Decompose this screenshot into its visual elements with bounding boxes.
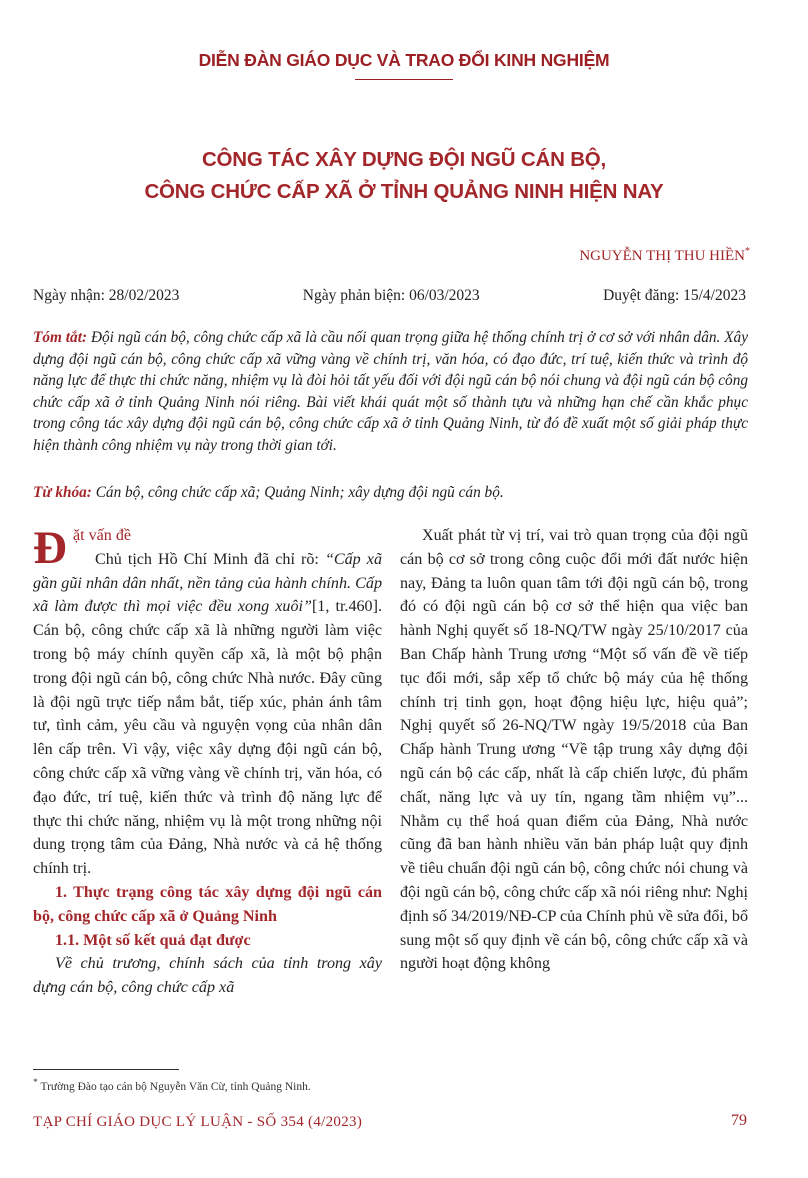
intro-section: [33, 524, 382, 881]
ho-chi-minh-quote: “Cấp xã gần gũi nhân dân nhất, nền tảng của hành chính. Cấp xã làm được thì mọi việc đều xong xuôi”: [33, 550, 382, 616]
author-name: [579, 246, 750, 265]
keywords-text: Cán bộ, công chức cấp xã; Quảng Ninh; xây dựng đội ngũ cán bộ.: [91, 484, 504, 501]
right-paragraph: Xuất phát từ vị trí, vai trò quan trọng của đội ngũ cán bộ cơ sở trong công cuộc đổi mới đất nước hiện nay, Đảng ta luôn quan tâm tới đội ngũ cán bộ, trong đó có đội ngũ cán bộ cơ sở thể hiện qua việc ban hành Nghị quyết số 18-NQ/TW ngày 25/10/2017 của Ban Chấp hành Trung ương “Một số vấn đề về tiếp tục đổi mới, sắp xếp tổ chức bộ máy của hệ thống chính trị tinh gọn, hoạt động hiệu lực, hiệu quả”; Nghị quyết số 26-NQ/TW ngày 19/5/2018 của Ban Chấp hành Trung ương “Về tập trung xây dựng đội ngũ cán bộ các cấp, nhất là cấp chiến lược, đủ phẩm chất, năng lực và uy tín, ngang tầm nhiệm vụ”... Nhằm cụ thể hoá quan điểm của Đảng, Nhà nước cũng đã ban hành nhiều văn bản pháp luật quy định về tiêu chuẩn đội ngũ cán bộ, công chức nói chung và đội ngũ cán bộ, công chức cấp xã nói riêng như: Nghị định số 34/2019/NĐ-CP của Chính phủ về sửa đổi, bổ sung một số quy định về cán bộ, công chức cấp xã và người hoạt động không: [400, 527, 748, 973]
received-date: Ngày nhận: 28/02/2023: [33, 287, 180, 304]
reviewed-date: Ngày phản biện: 06/03/2023: [302, 287, 480, 304]
heading-section-1: 1. Thực trạng công tác xây dựng đội ngũ cán bộ, công chức cấp xã ở Quảng Ninh: [33, 883, 382, 925]
header-rule: [355, 79, 453, 80]
author-text: NGUYỄN THỊ THU HIỀN: [579, 248, 745, 264]
abstract: [33, 327, 748, 456]
keywords-label: Từ khóa:: [33, 484, 92, 501]
heading-section-1-1: 1.1. Một số kết quả đạt được: [55, 931, 251, 949]
footnote-text: Trường Đào tạo cán bộ Nguyễn Văn Cừ, tỉnh Quảng Ninh.: [37, 1080, 311, 1093]
footnote-mark: *: [33, 1077, 38, 1088]
section-heading-intro: ặt vấn đề: [72, 527, 132, 544]
keywords: [33, 484, 748, 502]
journal-footer: TẠP CHÍ GIÁO DỤC LÝ LUẬN - SỐ 354 (4/2023): [33, 1114, 363, 1130]
article-title: [0, 144, 808, 208]
left-column: [33, 524, 382, 1000]
intro-lead: Chủ tịch Hồ Chí Minh đã chỉ rõ:: [94, 550, 325, 568]
page-number: 79: [731, 1112, 747, 1129]
footnote-rule: [33, 1069, 179, 1070]
publication-dates: [33, 287, 746, 305]
approved-date: Duyệt đăng: 15/4/2023: [603, 287, 746, 304]
section-header: DIỄN ĐÀN GIÁO DỤC VÀ TRAO ĐỔI KINH NGHIỆM: [198, 50, 610, 70]
abstract-label: Tóm tắt:: [33, 329, 88, 346]
policy-paragraph: Về chủ trương, chính sách của tỉnh trong xây dựng cán bộ, công chức cấp xã: [33, 955, 382, 997]
author-footnote-mark: *: [745, 246, 750, 257]
right-column: [400, 524, 748, 976]
footnote: [33, 1077, 311, 1093]
intro-paragraph: [33, 548, 382, 881]
abstract-text: Đội ngũ cán bộ, công chức cấp xã là cầu nối quan trọng giữa hệ thống chính trị ở cơ sở với nhân dân. Xây dựng đội ngũ cán bộ, công chức cấp xã vững vàng về chính trị, văn hóa, có đạo đức, trí tuệ, kiến thức và trình độ năng lực để thực thi chức năng, nhiệm vụ là đòi hỏi tất yếu đối với đội ngũ cán bộ nói chung và đội ngũ cán bộ công chức cấp xã ở tỉnh Quảng Ninh nói riêng. Bài viết khái quát một số thành tựu và những hạn chế cần khắc phục trong công tác xây dựng đội ngũ cán bộ, công chức cấp xã ở tỉnh Quảng Ninh, từ đó đề xuất một số giải pháp thực hiện thành công nhiệm vụ này trong thời gian tới.: [33, 329, 748, 454]
drop-cap: Đ: [33, 522, 67, 574]
title-line-2: CÔNG CHỨC CẤP XÃ Ở TỈNH QUẢNG NINH HIỆN NAY: [144, 180, 664, 203]
intro-rest: [1, tr.460]. Cán bộ, công chức cấp xã là những người làm việc trong bộ máy chính quyền cấp xã, là một bộ phận trong đội ngũ cán bộ, công chức Nhà nước. Đây cũng là đội ngũ trực tiếp nắm bắt, tiếp xúc, phản ánh tâm tư, tình cảm, yêu cầu và nguyện vọng của nhân dân lên cấp trên. Vì vậy, việc xây dựng đội ngũ cán bộ, công chức cấp xã vững vàng về chính trị, văn hóa, có đạo đức, trí tuệ, kiến thức và trình độ năng lực để thực thi chức năng, nhiệm vụ là một trong những nội dung trọng tâm của Đảng, Nhà nước và cả hệ thống chính trị.: [33, 598, 382, 878]
title-line-1: CÔNG TÁC XÂY DỰNG ĐỘI NGŨ CÁN BỘ,: [201, 148, 607, 171]
